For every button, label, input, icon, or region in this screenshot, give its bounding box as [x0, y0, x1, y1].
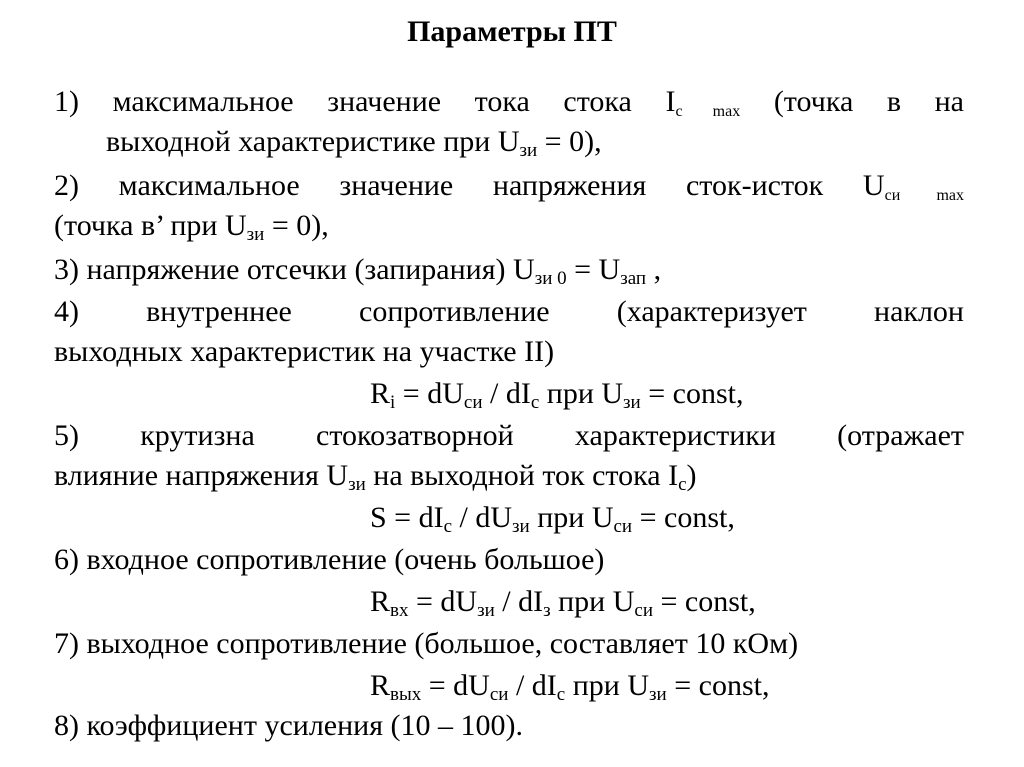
- item-3: 3) напряжение отсечки (запирания) $U_{зи 0} = U_{зап}$ ,: [54, 253, 662, 289]
- item-1-line-1: 1) максимальное значение тока стока $I_{с max}$ (точка в на: [54, 85, 964, 120]
- item-2-line-1: 2) максимальное значение напряжения сток-исток $U_{си max}$: [54, 169, 965, 204]
- item-4-line-1: 4) внутреннее сопротивление (характеризует наклон: [54, 295, 964, 328]
- formula-5: $S = dI_с / dU_{зи}$ при $U_{си}$ = const,: [370, 501, 735, 537]
- formula-6: $R_{вх} = dU_{зи} / dI_з$ при $U_{си}$ = const,: [370, 585, 756, 621]
- item-7: 7) выходное сопротивление (большое, составляет 10 кОм): [54, 627, 799, 660]
- item-5-line-2: влияние напряжения $U_{зи}$ на выходной ток стока $I_с$): [54, 459, 697, 495]
- item-8: 8) коэффициент усиления (10 – 100).: [54, 709, 523, 742]
- item-5-line-1: 5) крутизна стокозатворной характеристики (отражает: [54, 419, 964, 452]
- formula-7: $R_{вых} = dU_{си} / dI_с$ при $U_{зи}$ = const,: [370, 669, 770, 705]
- item-1-line-2: выходной характеристике при $U_{зи} = 0$),: [106, 125, 602, 161]
- item-6: 6) входное сопротивление (очень большое): [54, 543, 605, 576]
- item-2-line-2: (точка в’ при $U_{зи} = 0$),: [54, 209, 329, 245]
- item-4-line-2: выходных характеристик на участке II): [54, 335, 555, 368]
- formula-4: $R_i = dU_{си} / dI_с$ при $U_{зи}$ = const,: [370, 377, 744, 413]
- page-title: Параметры ПТ: [407, 15, 617, 48]
